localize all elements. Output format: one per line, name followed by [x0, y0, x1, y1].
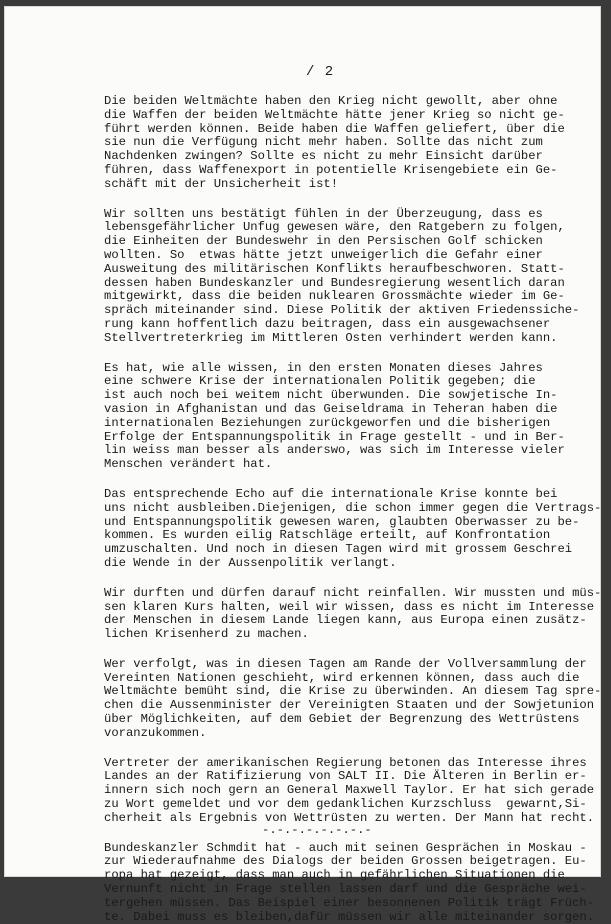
- text-line: tergehen müssen. Das Beispiel einer besonnenen Politik trägt Früch-: [104, 895, 595, 910]
- document-body: [104, 94, 602, 924]
- paragraph-gap: [104, 192, 599, 208]
- text-line: Wer verfolgt, was in diesen Tagen am Rande der Vollversammlung der: [104, 656, 587, 671]
- text-line: die Einheiten der Bundeswehr in den Persischen Golf schicken: [104, 234, 543, 249]
- text-line: sen klaren Kurs halten, weil wir wissen, dass es nicht im Interesse: [104, 599, 595, 614]
- text-line: kommen. Es wurden eilig Ratschläge erteilt, auf Konfrontation: [104, 528, 551, 543]
- text-line: Wir durften und dürfen darauf nicht reinfallen. Wir mussten und müs-: [104, 585, 602, 600]
- paragraph-gap: [104, 571, 599, 587]
- paragraph-gap: [104, 741, 599, 757]
- text-line: Erfolge der Entspannungspolitik in Frage gestellt - und in Ber-: [104, 429, 565, 444]
- paragraph: [104, 208, 599, 346]
- paragraph: [104, 362, 599, 472]
- paragraph: [104, 757, 599, 826]
- paragraph: [104, 486, 602, 571]
- paragraph: [104, 656, 602, 741]
- text-line: und Entspannungspolitik gewesen waren, glaubten Oberwasser zu be-: [104, 514, 580, 529]
- text-line: Vereinten Nationen geschieht, wird erkennen können, dass auch die: [104, 670, 580, 685]
- text-line: Die beiden Weltmächte haben den Krieg nicht gewollt, aber ohne: [104, 94, 558, 108]
- text-line: cherheit als Ergebnis von Wettrüsten zu werten. Der Mann hat recht.: [104, 810, 595, 825]
- text-line: schäft mit der Unsicherheit ist!: [104, 176, 339, 191]
- text-line: ist auch noch bei weitem nicht überwunden. Die sowjetische In-: [104, 388, 558, 403]
- text-line: te. Dabei muss es bleiben,dafür müssen wir alle miteinander sorgen.: [104, 909, 595, 924]
- text-line: die Wende in der Aussenpolitik verlangt.: [104, 555, 397, 570]
- text-line: Wir sollten uns bestätigt fühlen in der Überzeugung, dass es: [104, 206, 543, 221]
- text-line: Vernunft nicht in Frage stellen lassen darf und die Gespräche wei-: [104, 882, 587, 897]
- text-line: vasion in Afghanistan und das Geiseldrama in Teheran haben die: [104, 401, 558, 416]
- text-line: dessen haben Bundeskanzler und Bundesregierung wesentlich daran: [104, 275, 565, 290]
- paragraph-gap: [104, 642, 599, 658]
- paragraph-gap: [104, 346, 599, 362]
- text-line: uns nicht ausbleiben.Diejenigen, die schon immer gegen die Vertrags-: [104, 500, 602, 515]
- text-line: Weltmächte bemüht sind, die Krise zu überwinden. An diesem Tag spre-: [104, 684, 602, 699]
- paragraph: [104, 95, 599, 192]
- text-line: die Waffen der beiden Weltmächte hätte jener Krieg so nicht ge-: [104, 107, 565, 122]
- text-line: umzuschalten. Und noch in diesen Tagen wird mit grossem Geschrei: [104, 542, 573, 557]
- text-line: führt werden können. Beide haben die Waffen geliefert, über die: [104, 121, 565, 136]
- text-line: Nachdenken zwingen? Sollte es nicht zu mehr Einsicht darüber: [104, 149, 543, 164]
- text-line: der Menschen in diesem Lande liegen kann, aus Europa einen zusätz-: [104, 613, 587, 628]
- text-line: Menschen verändert hat.: [104, 457, 273, 472]
- text-line: über Möglichkeiten, auf dem Gebiet der Begrenzung des Wettrüstens: [104, 712, 580, 727]
- text-line: mitgewirkt, dass die beiden nuklearen Grossmächte wieder im Ge-: [104, 289, 565, 304]
- paragraph-gap: [104, 472, 599, 488]
- text-line: chen die Aussenminister der Vereinigten Staaten und der Sowjetunion: [104, 698, 595, 713]
- closing-mark: -.-.-.-.-.-.-.-: [262, 823, 372, 837]
- text-line: lichen Krisenherd zu machen.: [104, 627, 309, 642]
- text-line: Landes an der Ratifizierung von SALT II. Die Älteren in Berlin er-: [104, 769, 587, 784]
- text-line: Stellvertreterkrieg im Mittleren Osten verhindert werden kann.: [104, 330, 558, 345]
- text-line: lin weiss man besser als anderswo, was sich im Interesse vieler: [104, 443, 565, 458]
- text-line: internationalen Beziehungen zurückgeworfen und die bisherigen: [104, 415, 551, 430]
- text-line: sie nun die Verfügung nicht mehr haben. Sollte das nicht zum: [104, 135, 543, 150]
- text-line: innern sich noch gern an General Maxwell Taylor. Er hat sich gerade: [104, 783, 595, 798]
- text-line: ropa hat gezeigt, dass man auch in gefährlichen Situationen die: [104, 868, 565, 883]
- text-line: voranzukommen.: [104, 725, 207, 740]
- page-number: / 2: [306, 64, 335, 80]
- document-page: [4, 6, 602, 924]
- paragraph: [104, 842, 599, 924]
- text-line: spräch miteinander sind. Diese Politik der aktiven Friedenssiche-: [104, 303, 580, 318]
- text-line: Ausweitung des militärischen Konflikts heraufbeschworen. Statt-: [104, 261, 565, 276]
- text-line: Vertreter der amerikanischen Regierung betonen das Interesse ihres: [104, 755, 587, 770]
- text-line: führen, dass Waffenexport in potentielle Krisengebiete ein Ge-: [104, 162, 558, 177]
- text-line: zu Wort gemeldet und vor dem gedanklichen Kurzschluss gewarnt,Si-: [104, 797, 587, 812]
- paragraph: [104, 585, 602, 642]
- text-line: rung kann hoffentlich dazu beitragen, dass ein ausgewachsener: [104, 316, 551, 331]
- text-line: zur Wiederaufnahme des Dialogs der beiden Grossen beigetragen. Eu-: [104, 854, 587, 869]
- text-line: eine schwere Krise der internationalen Politik gegeben; die: [104, 374, 536, 389]
- text-line: Das entsprechende Echo auf die internationale Krise konnte bei: [104, 486, 558, 501]
- text-line: Es hat, wie alle wissen, in den ersten Monaten dieses Jahres: [104, 360, 543, 375]
- text-line: wollten. So etwas hätte jetzt unweigerlich die Gefahr einer: [104, 247, 543, 262]
- text-line: lebensgefährlicher Unfug gewesen wäre, den Ratgebern zu folgen,: [104, 220, 565, 235]
- text-line: Bundeskanzler Schmdit hat - auch mit seinen Gesprächen in Moskau -: [104, 840, 587, 855]
